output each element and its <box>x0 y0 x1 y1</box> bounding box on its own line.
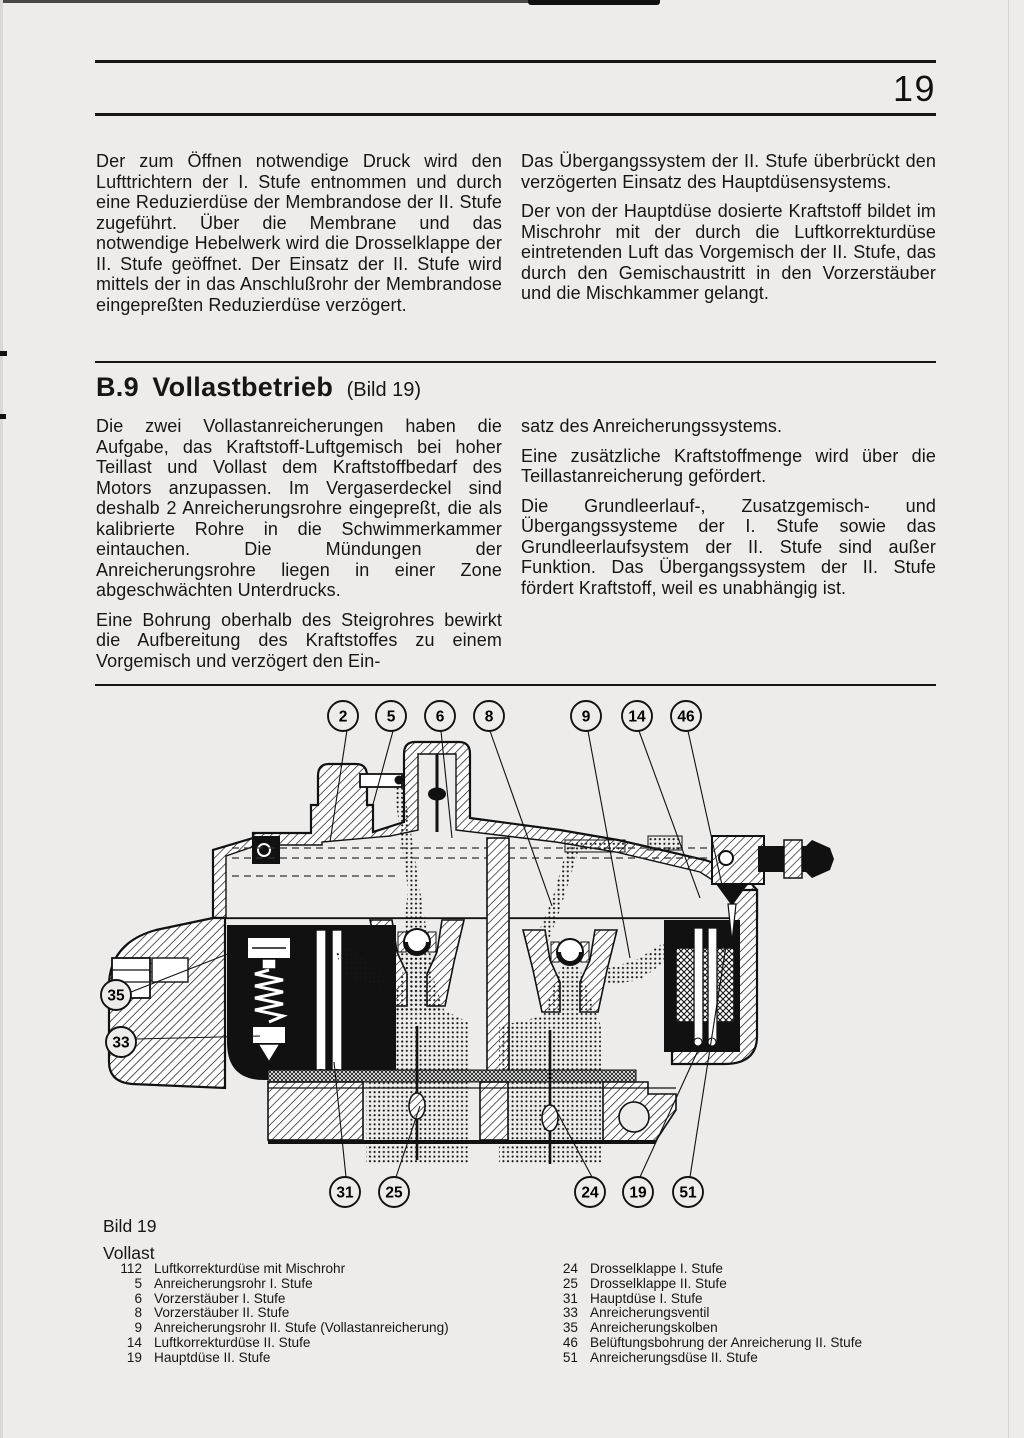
svg-text:6: 6 <box>435 708 445 726</box>
paragraph: Der von der Hauptdüse dosierte Kraftstoff bildet im Mischrohr mit der durch die Luftkorrekturdüse eintretenden Luft das Vorgemisch der II. Stufe, das durch den Gemischaustritt in den Vorzerstäuber und die Mischkammer gelangt. <box>521 201 936 303</box>
legend-item: 6 Vorzerstäuber I. Stufe <box>134 1290 286 1306</box>
main-jet-tube-2 <box>694 928 703 1044</box>
section-heading <box>96 372 421 403</box>
cover-plug <box>252 836 280 864</box>
svg-text:33: 33 <box>112 1034 130 1052</box>
paragraph: Die Grundleerlauf-, Zusatzgemisch- und Übergangssysteme der I. Stufe sowie das Grundleerlaufsystem der II. Stufe sind außer Funktion. Das Übergangssystem der II. Stufe fördert Kraftstoff, weil es unabhängig ist. <box>521 495 936 598</box>
legend-item: 5 Anreicherungsrohr I. Stufe <box>134 1275 313 1291</box>
throttle-shaft-1 <box>542 1105 558 1131</box>
svg-text:35: 35 <box>107 987 125 1005</box>
svg-text:14: 14 <box>628 708 646 726</box>
section-divider-rule <box>95 361 936 363</box>
svg-text:51: 51 <box>679 1184 697 1202</box>
mounting-hole <box>619 1102 649 1132</box>
callout-9 <box>571 701 601 731</box>
legend-item: 35 Anreicherungskolben <box>562 1320 718 1336</box>
enrichment-spray-tube <box>565 840 625 852</box>
legend-item: 112 Luftkorrekturdüse mit Mischrohr <box>120 1261 346 1276</box>
callout-19 <box>623 1177 653 1207</box>
callout-14 <box>622 701 652 731</box>
paragraph: satz des Anreicherungssystems. <box>521 416 783 436</box>
injector-nozzle <box>428 788 446 801</box>
legend-item: 25 Drosselklappe II. Stufe <box>562 1275 727 1291</box>
emulsion-tube <box>316 930 326 1070</box>
air-correction-tube <box>648 836 682 850</box>
callout-35 <box>101 980 131 1010</box>
jet-tip <box>694 1038 702 1046</box>
pump-cap <box>152 958 188 982</box>
callout-24 <box>575 1177 605 1207</box>
intro-column-right <box>521 151 936 304</box>
intro-column-left <box>96 151 502 315</box>
flange-wall-left <box>268 1082 363 1140</box>
figure-subcaption: Vollast <box>103 1243 155 1263</box>
figure-bild-19-carburetor-cross-section <box>0 690 1024 1250</box>
legend-item: 9 Anreicherungsrohr II. Stufe (Vollastanreicherung) <box>134 1320 449 1336</box>
section-number: B.9 <box>96 372 139 402</box>
svg-text:9: 9 <box>581 708 591 726</box>
paragraph: Der zum Öffnen notwendige Druck wird den Lufttrichtern der I. Stufe entnommen und durch eine Reduzierdüse der Membrandose der II. Stufe zugeführt. Über die Membrane und das notwendige Hebelwerk wird die Drosselklappe der II. Stufe geöffnet. Der Einsatz der II. Stufe wird mittels der in das Anschlußrohr der Membrandose eingepreßten Reduzierdüse verzögert. <box>96 151 502 315</box>
callout-8 <box>474 701 504 731</box>
callout-5 <box>376 701 406 731</box>
svg-text:24: 24 <box>581 1184 599 1202</box>
figure-caption: Bild 19 <box>103 1216 157 1236</box>
section-column-right <box>521 416 936 598</box>
svg-text:19: 19 <box>629 1184 647 1202</box>
svg-text:46: 46 <box>677 708 695 726</box>
legend-item: 14 Luftkorrekturdüse II. Stufe <box>126 1334 311 1350</box>
svg-text:8: 8 <box>484 708 494 726</box>
legend-item: 8 Vorzerstäuber II. Stufe <box>134 1305 290 1321</box>
legend-item: 31 Hauptdüse I. Stufe <box>562 1290 703 1306</box>
callout-6 <box>425 701 455 731</box>
callout-46 <box>671 701 701 731</box>
float-chamber-right <box>664 920 740 1052</box>
callout-2 <box>328 701 358 731</box>
page-number: 19 <box>892 68 936 109</box>
header-rule-top <box>95 60 936 63</box>
svg-text:31: 31 <box>336 1184 354 1202</box>
section-column-left <box>96 416 502 671</box>
legend-item: 33 Anreicherungsventil <box>562 1305 710 1321</box>
enrichment-jet-tube-2 <box>708 928 717 1044</box>
header-rule-bottom <box>95 113 936 116</box>
paragraph: Eine zusätzliche Kraftstoffmenge wird über die Teillastanreicherung gefördert. <box>521 445 936 486</box>
callout-33 <box>106 1027 136 1057</box>
callout-25 <box>379 1177 409 1207</box>
scan-tick-1 <box>0 351 7 356</box>
inlet-sleeve <box>784 840 802 878</box>
scan-artifact-top-blob <box>528 0 660 5</box>
paragraph: Eine Bohrung oberhalb des Steigrohres bewirkt die Aufbereitung des Kraftstoffes zu einem Vorgemisch und verzögert den Ein- <box>96 609 502 671</box>
legend-item: 46 Belüftungsbohrung der Anreicherung II. Stufe <box>562 1334 863 1350</box>
gasket <box>268 1070 636 1082</box>
section-figure-ref: (Bild 19) <box>346 379 422 401</box>
fuel-inlet <box>712 836 834 942</box>
flange-wall-center <box>480 1082 508 1140</box>
figure-legend-left <box>100 1262 449 1366</box>
section-title: Vollastbetrieb <box>152 372 334 402</box>
callout-31 <box>330 1177 360 1207</box>
paragraph: Das Übergangssystem der II. Stufe überbrückt den verzögerten Einsatz des Hauptdüsensystems. <box>521 151 936 192</box>
needle-seat <box>719 851 733 865</box>
paragraph: Die zwei Vollastanreicherungen haben die Aufgabe, das Kraftstoff-Luftgemisch bei hoher Teillast und Vollast dem Kraftstoffbedarf des Motors anzupassen. Im Vergaserdeckel sind deshalb 2 Anreicherungsrohre eingepreßt, die als kalibrierte Rohre in die Schwimmerkammer eintauchen. Die Mündungen der Anreicherungsrohre liegen in einer Zone abgeschwächten Unterdrucks. <box>96 416 502 600</box>
legend-item: 51 Anreicherungsdüse II. Stufe <box>562 1349 758 1365</box>
figure-divider-rule <box>95 684 936 686</box>
legend-item: 19 Hauptdüse II. Stufe <box>126 1349 271 1365</box>
injection-pipe-ball <box>395 776 404 785</box>
legend-item: 24 Drosselklappe I. Stufe <box>562 1261 723 1276</box>
figure-legend-right <box>548 1262 862 1366</box>
callout-51 <box>673 1177 703 1207</box>
svg-text:5: 5 <box>386 708 396 726</box>
filter-mesh <box>676 948 734 1022</box>
piston-stem <box>262 959 276 969</box>
svg-text:25: 25 <box>385 1184 403 1202</box>
svg-text:2: 2 <box>338 708 348 726</box>
scan-tick-2 <box>0 414 6 419</box>
enrichment-valve <box>252 1026 286 1044</box>
